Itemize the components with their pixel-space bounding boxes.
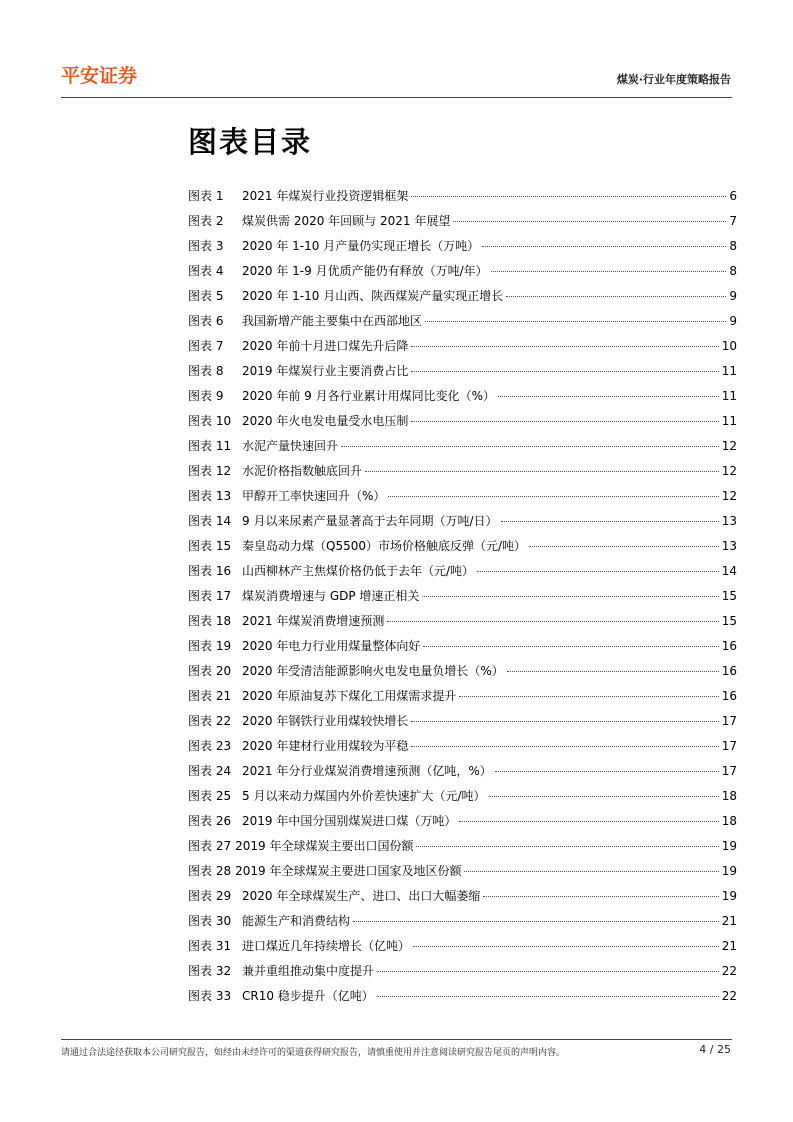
toc-dot-leader <box>489 796 719 797</box>
toc-entry[interactable] <box>188 609 737 634</box>
toc-page-number: 17 <box>721 714 737 728</box>
toc-figure-label: 图表 16 <box>188 564 232 578</box>
toc-figure-title: 2020 年电力行业用煤量整体向好 <box>242 639 421 653</box>
toc-figure-title: 煤炭供需 2020 年回顾与 2021 年展望 <box>242 214 451 228</box>
toc-entry[interactable] <box>188 559 737 584</box>
toc-dot-leader <box>498 396 719 397</box>
header-divider <box>61 97 732 98</box>
page-number: 4 / 25 <box>699 1043 731 1056</box>
toc-page-number: 12 <box>721 489 737 503</box>
toc-figure-label: 图表 32 <box>188 964 232 978</box>
toc-figure-label: 图表 7 <box>188 339 224 353</box>
toc-dot-leader <box>377 996 719 997</box>
toc-figure-label: 图表 13 <box>188 489 232 503</box>
toc-page-number: 16 <box>721 664 737 678</box>
toc-figure-title: 2020 年钢铁行业用煤较快增长 <box>242 714 409 728</box>
toc-page-number: 9 <box>729 314 737 328</box>
toc-figure-label: 图表 3 <box>188 239 224 253</box>
toc-figure-label: 图表 11 <box>188 439 232 453</box>
toc-figure-label: 图表 26 <box>188 814 232 828</box>
toc-page-number: 12 <box>721 439 737 453</box>
toc-dot-leader <box>495 771 719 772</box>
toc-figure-title: 2020 年 1-10 月产量仍实现正增长（万吨） <box>242 239 480 253</box>
toc-figure-label: 图表 9 <box>188 389 224 403</box>
toc-dot-leader <box>388 496 718 497</box>
toc-figure-label: 图表 20 <box>188 664 232 678</box>
toc-page-number: 12 <box>721 464 737 478</box>
toc-figure-title: 秦皇岛动力煤（Q5500）市场价格触底反弹（元/吨） <box>242 539 527 553</box>
toc-dot-leader <box>413 946 719 947</box>
toc-figure-title: 2020 年前 9 月各行业累计用煤同比变化（%） <box>242 389 496 403</box>
toc-figure-title: 2021 年煤炭消费增速预测 <box>242 614 385 628</box>
toc-page-number: 13 <box>721 514 737 528</box>
toc-figure-label: 图表 15 <box>188 539 232 553</box>
toc-figure-title: 2021 年分行业煤炭消费增速预测（亿吨，%） <box>242 764 492 778</box>
toc-page-number: 15 <box>721 589 737 603</box>
toc-entry[interactable] <box>188 709 737 734</box>
toc-page-number: 19 <box>721 864 737 878</box>
toc-dot-leader <box>411 721 718 722</box>
toc-figure-title: 2020 年 1-9 月优质产能仍有释放（万吨/年） <box>242 264 488 278</box>
toc-figure-label: 图表 8 <box>188 364 224 378</box>
toc-dot-leader <box>425 321 726 322</box>
toc-figure-title: CR10 稳步提升（亿吨） <box>242 989 374 1003</box>
toc-figure-label: 图表 33 <box>188 989 232 1003</box>
page-title: 图表目录 <box>188 125 313 159</box>
toc-figure-title: 2019 年全球煤炭主要出口国份额 <box>235 839 414 853</box>
toc-figure-title: 2020 年受清洁能源影响火电发电量负增长（%） <box>242 664 504 678</box>
toc-figure-label: 图表 14 <box>188 514 232 528</box>
toc-page-number: 13 <box>721 539 737 553</box>
toc-page-number: 15 <box>721 614 737 628</box>
toc-figure-label: 图表 28 <box>188 864 232 878</box>
toc-figure-label: 图表 18 <box>188 614 232 628</box>
toc-page-number: 11 <box>721 389 737 403</box>
toc-dot-leader <box>353 921 719 922</box>
toc-page-number: 18 <box>721 789 737 803</box>
toc-figure-title: 兼并重组推动集中度提升 <box>242 964 375 978</box>
toc-entry[interactable] <box>188 509 737 534</box>
toc-figure-label: 图表 19 <box>188 639 232 653</box>
toc-figure-label: 图表 22 <box>188 714 232 728</box>
toc-page-number: 8 <box>729 239 737 253</box>
toc-dot-leader <box>365 471 719 472</box>
toc-page-number: 8 <box>729 264 737 278</box>
toc-entry[interactable] <box>188 209 737 234</box>
toc-figure-label: 图表 30 <box>188 914 232 928</box>
toc-page-number: 16 <box>721 639 737 653</box>
toc-page-number: 11 <box>721 364 737 378</box>
table-of-figures <box>188 184 737 1009</box>
toc-entry[interactable] <box>188 584 737 609</box>
toc-dot-leader <box>411 421 718 422</box>
toc-dot-leader <box>501 521 719 522</box>
toc-entry[interactable] <box>188 734 737 759</box>
toc-dot-leader <box>464 871 718 872</box>
toc-figure-title: 煤炭消费增速与 GDP 增速正相关 <box>242 589 420 603</box>
toc-figure-label: 图表 4 <box>188 264 224 278</box>
toc-entry[interactable] <box>188 434 737 459</box>
toc-dot-leader <box>477 571 719 572</box>
toc-dot-leader <box>422 596 718 597</box>
toc-figure-title: 9 月以来尿素产量显著高于去年同期（万吨/日） <box>242 514 498 528</box>
brand-logo: 平安证券 <box>61 65 138 87</box>
toc-page-number: 19 <box>721 839 737 853</box>
toc-figure-title: 2019 年全球煤炭主要进口国家及地区份额 <box>235 864 462 878</box>
toc-figure-title: 2020 年 1-10 月山西、陕西煤炭产量实现正增长 <box>242 289 504 303</box>
toc-figure-label: 图表 31 <box>188 939 232 953</box>
toc-figure-title: 2020 年原油复苏下煤化工用煤需求提升 <box>242 689 457 703</box>
toc-figure-title: 2019 年中国分国别煤炭进口煤（万吨） <box>242 814 457 828</box>
toc-dot-leader <box>423 646 718 647</box>
toc-figure-label: 图表 29 <box>188 889 232 903</box>
toc-page-number: 22 <box>721 989 737 1003</box>
toc-page-number: 17 <box>721 764 737 778</box>
toc-page-number: 16 <box>721 689 737 703</box>
toc-figure-label: 图表 5 <box>188 289 224 303</box>
toc-entry[interactable] <box>188 359 737 384</box>
toc-figure-label: 图表 10 <box>188 414 232 428</box>
toc-figure-title: 山西柳林产主焦煤价格仍低于去年（元/吨） <box>242 564 475 578</box>
toc-dot-leader <box>411 746 718 747</box>
toc-entry[interactable] <box>188 234 737 259</box>
toc-dot-leader <box>411 371 718 372</box>
toc-dot-leader <box>411 346 718 347</box>
toc-figure-title: 进口煤近几年持续增长（亿吨） <box>242 939 411 953</box>
toc-figure-title: 2020 年全球煤炭生产、进口、出口大幅萎缩 <box>242 889 481 903</box>
toc-figure-label: 图表 12 <box>188 464 232 478</box>
toc-figure-title: 2020 年前十月进口煤先升后降 <box>242 339 409 353</box>
toc-dot-leader <box>459 821 718 822</box>
toc-figure-label: 图表 25 <box>188 789 232 803</box>
toc-entry[interactable] <box>188 634 737 659</box>
toc-entry[interactable] <box>188 984 737 1009</box>
toc-dot-leader <box>507 671 719 672</box>
toc-dot-leader <box>453 221 726 222</box>
toc-page-number: 22 <box>721 964 737 978</box>
toc-page-number: 11 <box>721 414 737 428</box>
footer-disclaimer: 请通过合法途径获取本公司研究报告，如经由未经许可的渠道获得研究报告，请慎重使用并注意阅读研究报告尾页的声明内容。 <box>61 1048 566 1058</box>
toc-figure-title: 甲醇开工率快速回升（%） <box>242 489 386 503</box>
toc-entry[interactable] <box>188 934 737 959</box>
toc-entry[interactable] <box>188 334 737 359</box>
report-type: 煤炭·行业年度策略报告 <box>616 73 731 86</box>
toc-entry[interactable] <box>188 834 737 859</box>
toc-figure-label: 图表 6 <box>188 314 224 328</box>
toc-figure-title: 2019 年煤炭行业主要消费占比 <box>242 364 409 378</box>
toc-figure-label: 图表 21 <box>188 689 232 703</box>
toc-page-number: 6 <box>729 189 737 203</box>
toc-dot-leader <box>459 696 718 697</box>
toc-entry[interactable] <box>188 784 737 809</box>
toc-entry[interactable] <box>188 459 737 484</box>
toc-entry[interactable] <box>188 409 737 434</box>
toc-figure-title: 水泥价格指数触底回升 <box>242 464 363 478</box>
toc-figure-label: 图表 17 <box>188 589 232 603</box>
toc-dot-leader <box>416 846 718 847</box>
toc-entry[interactable] <box>188 684 737 709</box>
footer-divider <box>61 1039 732 1040</box>
toc-entry[interactable] <box>188 259 737 284</box>
toc-page-number: 21 <box>721 914 737 928</box>
toc-dot-leader <box>491 271 727 272</box>
toc-figure-label: 图表 2 <box>188 214 224 228</box>
toc-dot-leader <box>506 296 726 297</box>
toc-entry[interactable] <box>188 284 737 309</box>
toc-page-number: 14 <box>721 564 737 578</box>
toc-entry[interactable] <box>188 534 737 559</box>
toc-page-number: 17 <box>721 739 737 753</box>
toc-entry[interactable] <box>188 384 737 409</box>
toc-entry[interactable] <box>188 184 737 209</box>
toc-figure-label: 图表 1 <box>188 189 224 203</box>
toc-dot-leader <box>483 896 718 897</box>
toc-entry[interactable] <box>188 659 737 684</box>
toc-entry[interactable] <box>188 484 737 509</box>
toc-page-number: 19 <box>721 889 737 903</box>
toc-page-number: 9 <box>729 289 737 303</box>
toc-figure-label: 图表 27 <box>188 839 232 853</box>
toc-figure-title: 2020 年建材行业用煤较为平稳 <box>242 739 409 753</box>
toc-figure-title: 2020 年火电发电量受水电压制 <box>242 414 409 428</box>
toc-entry[interactable] <box>188 859 737 884</box>
toc-entry[interactable] <box>188 759 737 784</box>
toc-dot-leader <box>411 196 726 197</box>
toc-figure-title: 能源生产和消费结构 <box>242 914 351 928</box>
toc-entry[interactable] <box>188 959 737 984</box>
toc-figure-title: 2021 年煤炭行业投资逻辑框架 <box>242 189 409 203</box>
toc-dot-leader <box>341 446 719 447</box>
toc-entry[interactable] <box>188 884 737 909</box>
toc-dot-leader <box>482 246 726 247</box>
toc-figure-title: 水泥产量快速回升 <box>242 439 339 453</box>
toc-entry[interactable] <box>188 309 737 334</box>
toc-page-number: 10 <box>721 339 737 353</box>
toc-entry[interactable] <box>188 909 737 934</box>
toc-dot-leader <box>377 971 719 972</box>
toc-figure-title: 我国新增产能主要集中在西部地区 <box>242 314 423 328</box>
toc-page-number: 21 <box>721 939 737 953</box>
toc-page-number: 7 <box>729 214 737 228</box>
toc-figure-title: 5 月以来动力煤国内外价差快速扩大（元/吨） <box>242 789 486 803</box>
toc-figure-label: 图表 24 <box>188 764 232 778</box>
toc-entry[interactable] <box>188 809 737 834</box>
toc-dot-leader <box>387 621 718 622</box>
toc-dot-leader <box>529 546 719 547</box>
toc-page-number: 18 <box>721 814 737 828</box>
toc-figure-label: 图表 23 <box>188 739 232 753</box>
